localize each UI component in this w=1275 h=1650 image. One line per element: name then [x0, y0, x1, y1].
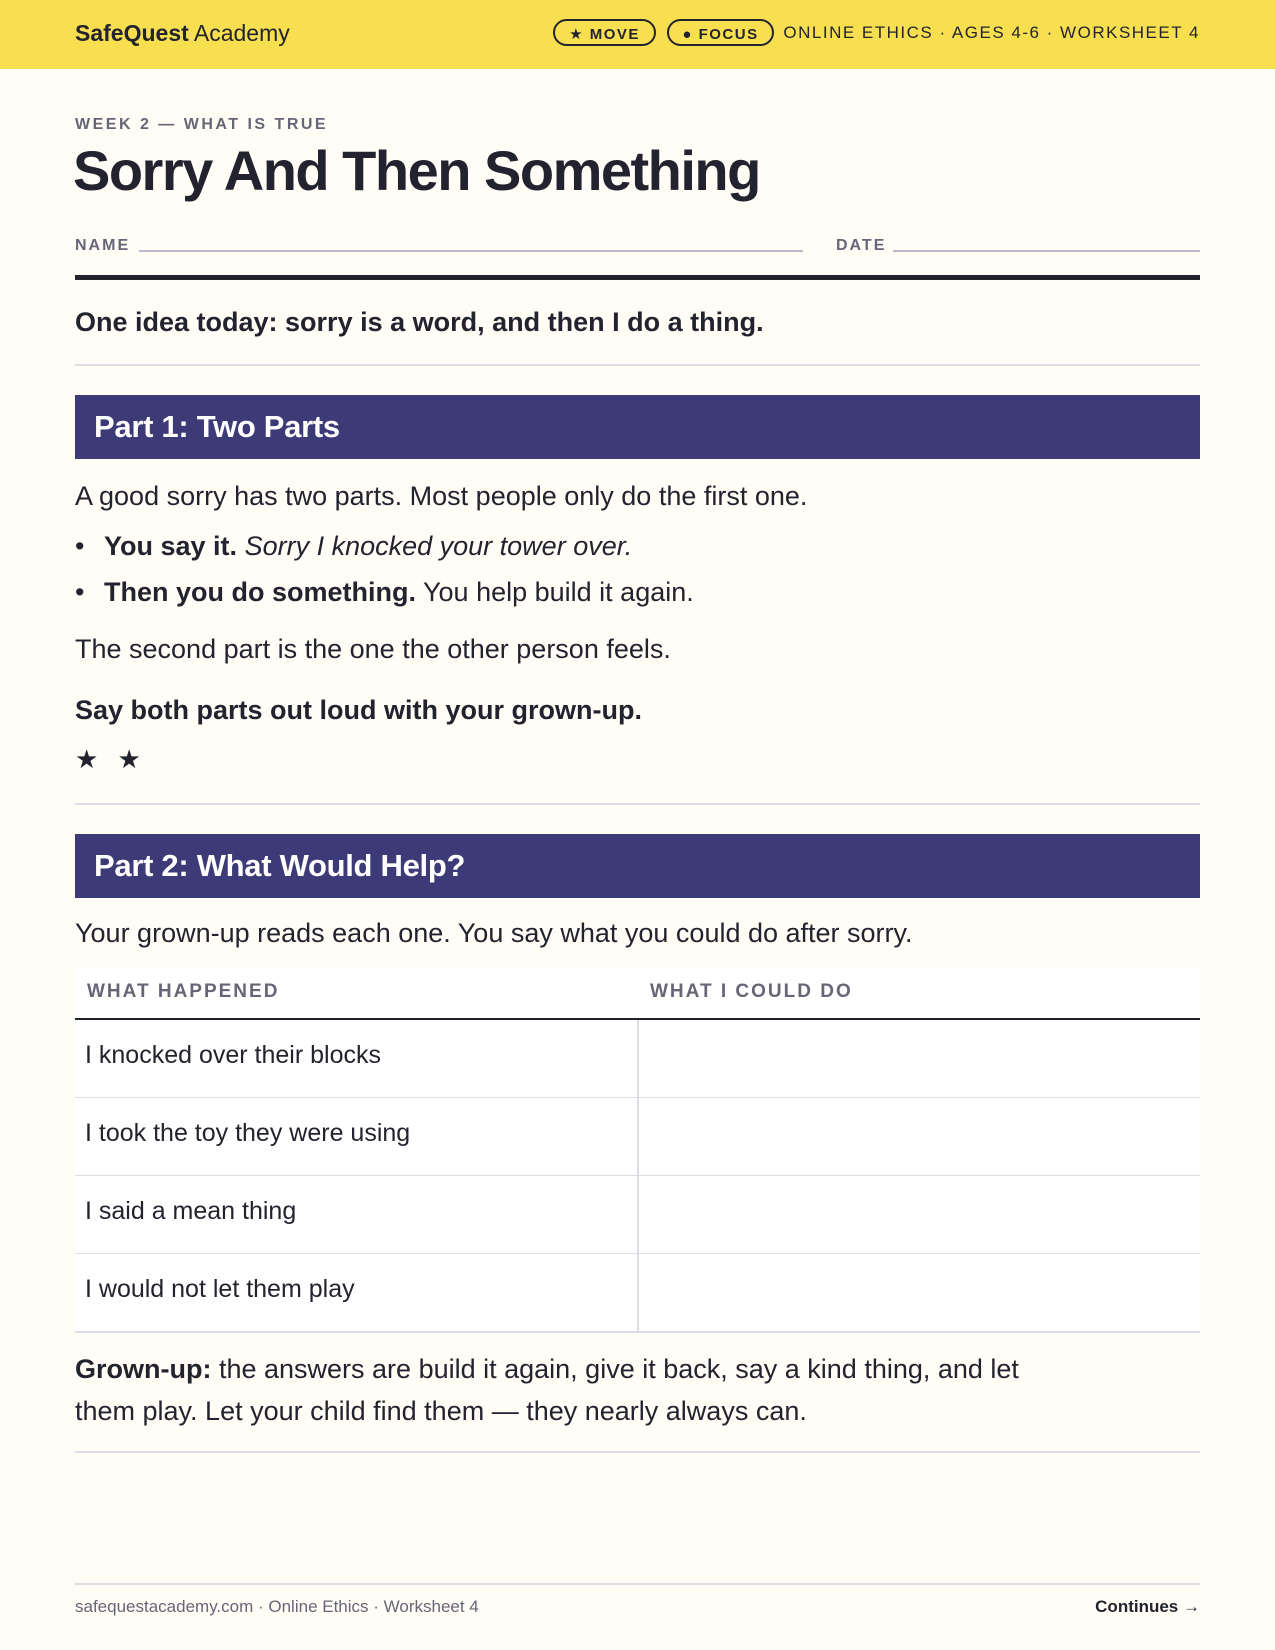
bullet-lead: Then you do something. — [104, 577, 416, 607]
table-row — [75, 1176, 1200, 1255]
table-row — [75, 1020, 1200, 1099]
column-divider — [637, 1176, 639, 1253]
section-divider — [75, 803, 1200, 805]
week-label: WEEK 2 — WHAT IS TRUE — [75, 116, 329, 133]
table-header — [75, 967, 1200, 1020]
part-1-instruction: Say both parts out loud with your grown-up. — [75, 695, 642, 725]
star-rating-icon[interactable]: ★ ★ — [75, 744, 147, 774]
header-bar — [0, 0, 1275, 69]
table-row — [75, 1254, 1200, 1333]
section-divider — [75, 1451, 1200, 1453]
part-1-intro: A good sorry has two parts. Most people only do the first one. — [75, 481, 808, 511]
section-divider — [75, 364, 1200, 366]
bullet-dot-icon: • — [75, 577, 85, 607]
footer-divider — [75, 1583, 1200, 1585]
what-happened-cell: I said a mean thing — [85, 1197, 297, 1225]
continues-link[interactable]: Continues → — [1095, 1597, 1200, 1616]
name-label: NAME — [75, 237, 131, 254]
grownup-note-lead: Grown-up: — [75, 1354, 212, 1384]
idea-of-the-day: One idea today: sorry is a word, and then I do a thing. — [75, 307, 764, 337]
what-happened-cell: I would not let them play — [85, 1275, 355, 1303]
column-divider — [637, 1254, 639, 1331]
column-header-could-do: WHAT I COULD DO — [650, 981, 853, 1002]
bullet-dot-icon: • — [75, 531, 85, 561]
bullet-item — [75, 577, 694, 608]
what-happened-cell: I knocked over their blocks — [85, 1041, 381, 1069]
date-label: DATE — [836, 237, 887, 254]
bullet-item — [75, 531, 632, 562]
brand-name-bold: SafeQuest — [75, 20, 189, 46]
column-divider — [637, 1098, 639, 1175]
grownup-note-text: the answers are build it again, give it back, say a kind thing, and let them play. Let your child find them — they nearly always can. — [75, 1354, 1019, 1426]
brand-name-rest: Academy — [188, 20, 290, 46]
part-2-intro: Your grown-up reads each one. You say what you could do after sorry. — [75, 918, 913, 948]
worksheet-meta: ONLINE ETHICS · AGES 4-6 · WORKSHEET 4 — [783, 23, 1200, 42]
bullet-example: You help build it again. — [423, 577, 694, 607]
date-field[interactable] — [893, 250, 1200, 252]
focus-badge: ● FOCUS — [667, 19, 774, 46]
brand-logo — [75, 20, 290, 47]
bullet-example: Sorry I knocked your tower over. — [244, 531, 633, 561]
what-happened-cell: I took the toy they were using — [85, 1119, 411, 1147]
part-1-heading: Part 1: Two Parts — [75, 395, 1200, 459]
page-title: Sorry And Then Something — [73, 139, 760, 202]
table-row — [75, 1098, 1200, 1177]
title-divider — [75, 275, 1200, 280]
grownup-note — [75, 1348, 1075, 1432]
footer-site: safequestacademy.com · Online Ethics · Worksheet 4 — [75, 1597, 479, 1616]
column-divider — [637, 1020, 639, 1097]
move-badge: ★ MOVE — [553, 19, 656, 46]
bullet-lead: You say it. — [104, 531, 238, 561]
name-field[interactable] — [139, 250, 803, 252]
column-header-happened: WHAT HAPPENED — [87, 981, 280, 1002]
part-2-heading: Part 2: What Would Help? — [75, 834, 1200, 898]
part-1-note: The second part is the one the other person feels. — [75, 634, 671, 664]
